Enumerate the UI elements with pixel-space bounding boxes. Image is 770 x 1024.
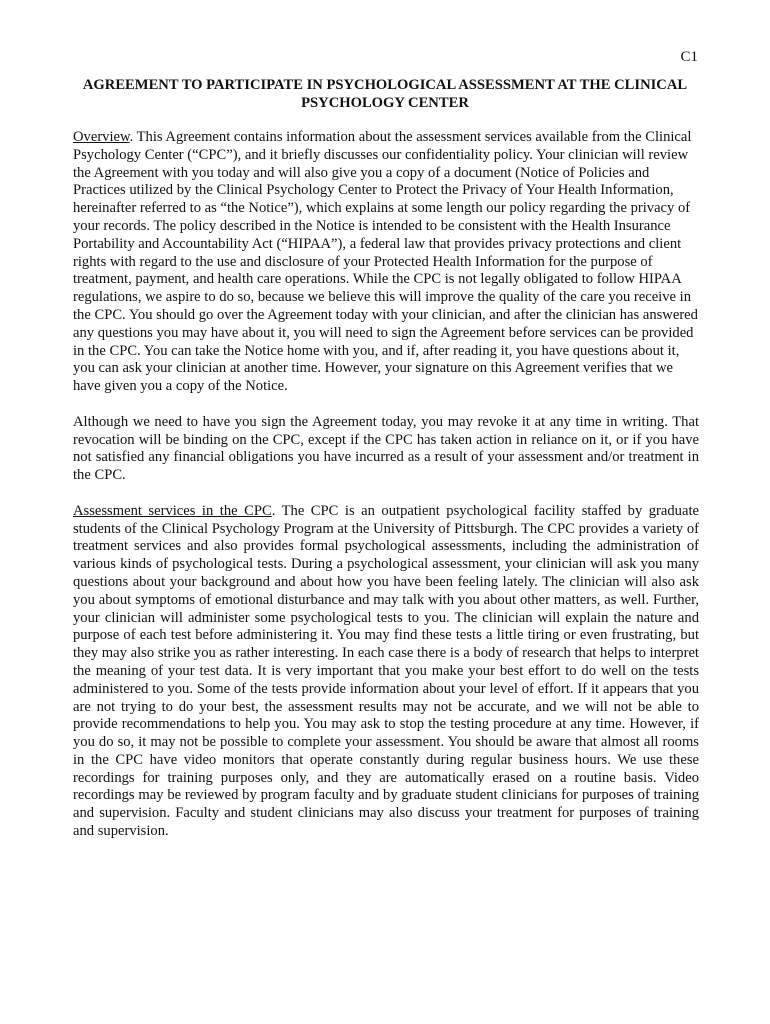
assessment-services-text: . The CPC is an outpatient psychological facility staffed by graduate students of the Clinical Psychology Program at the University of Pittsburgh. The CPC provides a variety of treatment services and also provides formal psychological assessments, including the administration of various kinds of psychological tests. During a psychological assessment, your clinician will ask you many questions about your background and about how you have been feeling lately. The clinician will also ask you about symptoms of emotional disturbance and may talk with you about other matters, as well. Further, your clinician will administer some psychological tests to you. The clinician will explain the nature and purpose of each test before administering it. You may find these tests a little tiring or even frustrating, but they may also strike you as rather interesting. In each case there is a body of research that helps to interpret the meaning of your test data. It is very important that you make your best effort to do well on the tests administered to you. Some of the tests provide information about your level of effort. If it appears that you are not trying to do your best, the assessment results may not be accurate, and we will not be able to provide recommendations to help you. You may ask to stop the testing procedure at any time. However, if you do so, it may not be possible to complete your assessment. You should be aware that almost all rooms in the CPC have video monitors that operate constantly during regular business hours. We use these recordings for training purposes only, and they are automatically erased on a routine basis. Video recordings may be reviewed by program faculty and by graduate student clinicians for purposes of training and supervision. Faculty and student clinicians may also discuss your treatment for purposes of training and supervision.: [73, 502, 699, 840]
assessment-services-paragraph: [73, 503, 699, 841]
document-body: [73, 129, 699, 859]
overview-text: . This Agreement contains information about the assessment services available from the Clinical Psychology Center (“CPC”), and it briefly discusses our confidentiality policy. Your clinician will review the Agreement with you today and will also give you a copy of a document (Notice of Policies and Practices utilized by the Clinical Psychology Center to Protect the Privacy of Your Health Information, hereinafter referred to as “the Notice”), which explains at some length our policy regarding the privacy of your records. The policy described in the Notice is intended to be consistent with the Health Insurance Portability and Accountability Act (“HIPAA”), a federal law that provides privacy protections and client rights with regard to the use and disclosure of your Protected Health Information for the purpose of treatment, payment, and health care operations. While the CPC is not legally obligated to follow HIPAA regulations, we aspire to do so, because we believe this will improve the quality of the care you receive in the CPC. You should go over the Agreement today with your clinician, and after the clinician has answered any questions you may have about it, you will need to sign the Agreement before services can be provided in the CPC. You can take the Notice home with you, and if, after reading it, you have questions about it, you can ask your clinician at another time. However, your signature on this Agreement verifies that we have given you a copy of the Notice.: [73, 129, 698, 395]
revocation-text: Although we need to have you sign the Agreement today, you may revoke it at any time in writing. That revocation will be binding on the CPC, except if the CPC has taken action in reliance on it, or if you have not satisfied any financial obligations you have incurred as a result of your assessment and/or treatment in the CPC.: [73, 413, 699, 484]
overview-heading: Overview: [73, 129, 130, 145]
document-title: AGREEMENT TO PARTICIPATE IN PSYCHOLOGICAL ASSESSMENT AT THE CLINICAL PSYCHOLOGY CENTER: [82, 77, 688, 111]
overview-paragraph: [73, 129, 699, 396]
assessment-services-heading: Assessment services in the CPC: [73, 502, 272, 519]
revocation-paragraph: [73, 414, 699, 485]
page-number: C1: [680, 49, 698, 65]
